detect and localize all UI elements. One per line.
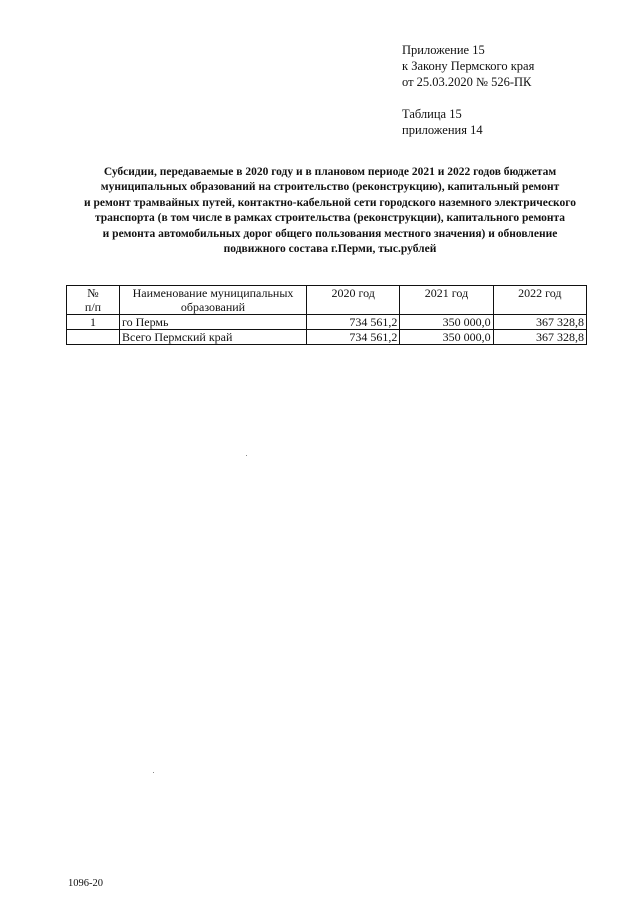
- document-title: [60, 165, 600, 257]
- appendix-line-3: от 25.03.2020 № 526-ПК: [402, 75, 532, 89]
- row-value-2022: 367 328,8: [493, 315, 586, 330]
- table-reference: [402, 106, 483, 138]
- title-line-6: подвижного состава г.Перми, тыс.рублей: [223, 243, 437, 256]
- table-row-total: [67, 330, 587, 345]
- footer-code: 1096-20: [68, 878, 103, 889]
- table-row: [67, 315, 587, 330]
- header-name-line-2: образований: [180, 300, 246, 314]
- header-name: [120, 286, 307, 315]
- total-value-2022: 367 328,8: [493, 330, 586, 345]
- appendix-line-2: к Закону Пермского края: [402, 59, 535, 73]
- row-name: го Пермь: [120, 315, 307, 330]
- title-line-2: муниципальных образований на строительство (реконструкцию), капитальный ремонт: [100, 181, 560, 194]
- title-line-4: транспорта (в том числе в рамках строительства (реконструкции), капитального ремонта: [94, 212, 566, 225]
- total-number: [67, 330, 120, 345]
- header-2021: 2021 год: [400, 286, 493, 315]
- scan-speck: [153, 772, 154, 773]
- row-value-2021: 350 000,0: [400, 315, 493, 330]
- appendix-line-1: Приложение 15: [402, 43, 485, 57]
- header-number-line-1: №: [87, 286, 99, 300]
- row-value-2020: 734 561,2: [307, 315, 400, 330]
- total-name: Всего Пермский край: [120, 330, 307, 345]
- table-header-row: [67, 286, 587, 315]
- header-name-line-1: Наименование муниципальных: [132, 286, 294, 300]
- title-line-5: и ремонта автомобильных дорог общего пользования местного значения) и обновление: [102, 227, 558, 240]
- subsidies-table: [66, 285, 587, 345]
- header-2022: 2022 год: [493, 286, 586, 315]
- table-ref-line-2: приложения 14: [402, 123, 483, 137]
- title-line-3: и ремонт трамвайных путей, контактно-кабельной сети городского наземного электрического: [84, 196, 576, 209]
- scan-speck: [246, 455, 247, 456]
- total-value-2021: 350 000,0: [400, 330, 493, 345]
- header-2020: 2020 год: [307, 286, 400, 315]
- appendix-reference: [402, 42, 622, 90]
- table-ref-line-1: Таблица 15: [402, 107, 462, 121]
- row-number: 1: [67, 315, 120, 330]
- header-number: [67, 286, 120, 315]
- header-number-line-2: п/п: [84, 300, 102, 314]
- title-line-1: Субсидии, передаваемые в 2020 году и в плановом периоде 2021 и 2022 годов бюджетам: [103, 166, 557, 178]
- total-value-2020: 734 561,2: [307, 330, 400, 345]
